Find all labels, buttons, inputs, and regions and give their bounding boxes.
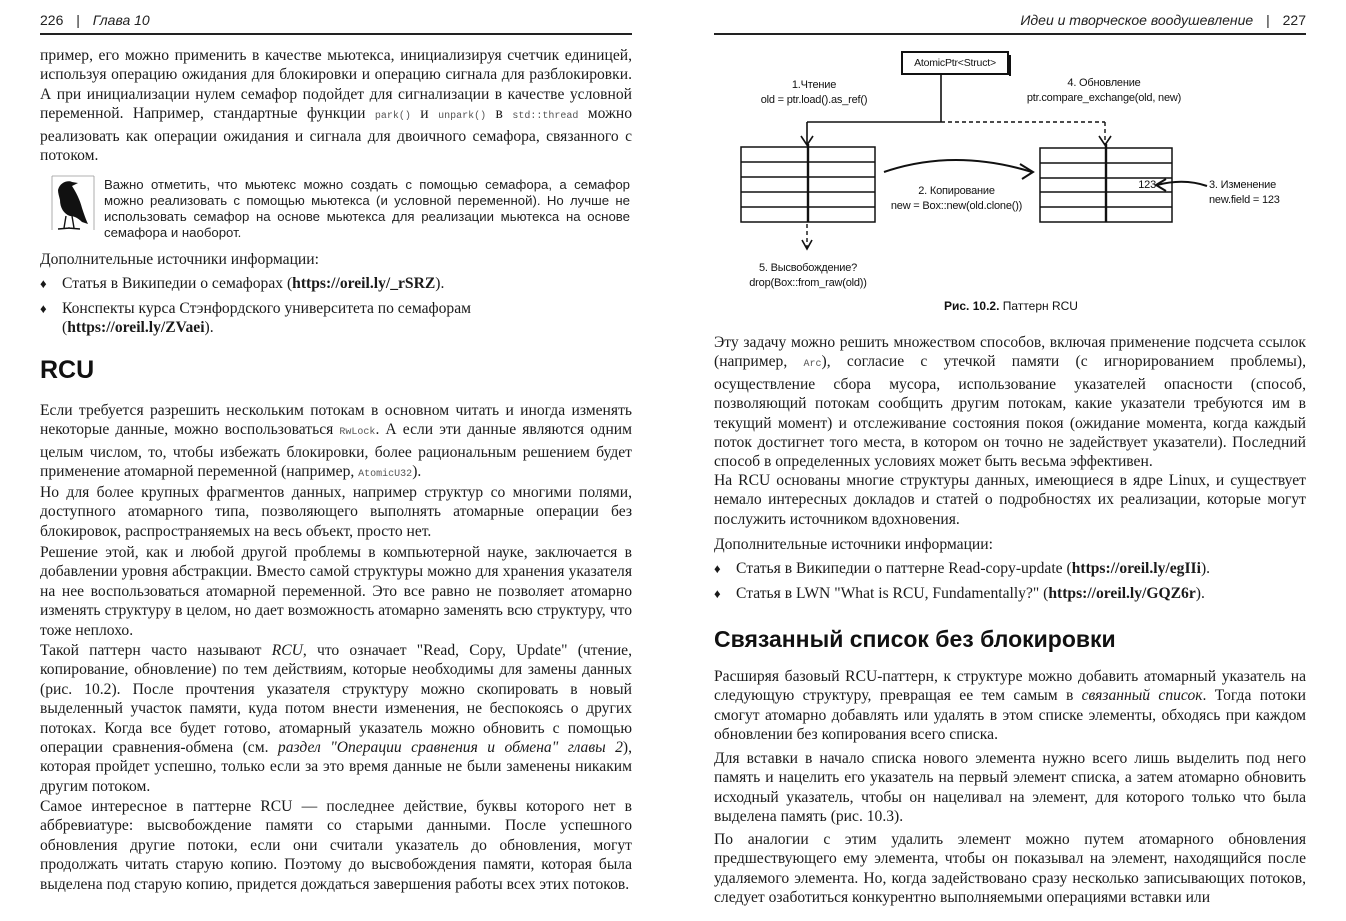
resources-heading: Дополнительные источники информации: (714, 536, 993, 553)
step-code: new.field = 123 (1209, 194, 1280, 206)
resource-link[interactable]: https://oreil.ly/egIIi (1071, 560, 1201, 577)
right-paragraph-4: Для вставки в начало списка нового элемента нужно всего лишь выделить под него память и нацелить его указатель на первый элемент списка, а затем атомарно обновить исходный указатель, чтобы он нацеливал на элемент, для которого только что была выделена память (рис. 10.3). (714, 750, 1306, 826)
atomic-ptr-box: AtomicPtr<Struct> (914, 57, 996, 69)
text-run: и (410, 105, 439, 123)
resource-item (40, 299, 632, 339)
resource-item (714, 559, 1306, 579)
resources-heading: Дополнительные источники информации: (40, 251, 319, 268)
emphasis: RCU (271, 642, 303, 659)
right-paragraph-2: На RCU основаны многие структуры данных, имеющиеся в ядре Linux, и существует немало интересных докладов и статей о подробностях их реализации, которые могут послужить источником вдохновения. (714, 472, 1306, 528)
resource-item (714, 584, 1306, 604)
step-title: 2. Копирование (918, 185, 995, 197)
text-run: , что означает "Read, Copy, Update" (чтение, копирование, обновление) по тем действиям, которые необходимы для замены данных (рис. 10.2). После прочтения указателя структуру можно скопировать в новый выделенный участок памяти, куда потом внести изменения, не беспокоясь о других потоках. Когда все будет готово, атомарный указатель можно обновить с помощью операции сравнения-обмена (см. (40, 642, 632, 757)
caption-text: Паттерн RCU (999, 299, 1078, 313)
step-5-release (744, 261, 872, 291)
text-run: в (486, 105, 513, 123)
right-paragraph-3 (714, 667, 1306, 745)
code-arc: Arc (803, 359, 822, 371)
section-title-rcu: RCU (40, 356, 95, 384)
diamond-bullet-icon: ♦ (714, 586, 721, 601)
code-rwlock: RwLock (339, 427, 376, 439)
text-run: Расширяя базовый RCU-паттерн, к структуре можно добавить атомарный указатель на следующую структуру, превращая ее тем самым в (714, 668, 1306, 705)
rcu-paragraph-2: Но для более крупных фрагментов данных, например структур со многими полями, доступного атомарного типа, позволяющего выполнять атомарные операции без блокировок, распространяемых на весь объект, просто нет. (40, 484, 632, 540)
resource-text: Статья в Википедии о семафорах ( (62, 275, 293, 292)
rcu-paragraph-1 (40, 401, 632, 485)
text-run: . А если эти данные являются одним целым числом, то, чтобы избежать блокировки, более рациональным решением будет применение атомарной переменной (например, (40, 421, 632, 481)
figure-rcu-diagram (714, 40, 1306, 320)
step-code: ptr.compare_exchange(old, new) (1026, 92, 1182, 104)
note-text: Важно отметить, что мьютекс можно создать с помощью семафора, а семафор можно реализовать с помощью мьютекса (и условной переменной). Но лучше не использовать семафор на основе мьютекса для реализации мьютекса на основе семафора и наоборот. (104, 177, 630, 240)
resource-suffix: ). (1200, 560, 1211, 577)
step-4-update (1014, 76, 1194, 106)
text-run: Эту задачу можно решить множеством способов, включая применение подсчета ссылок (например, (714, 334, 1306, 371)
code-park: park() (374, 111, 411, 123)
caption-label: Рис. 10.2. (944, 299, 1000, 313)
text-run: ), согласие с утечкой памяти (с игнорированием проблемы), осуществление сбора мусора, использование указателей опасности (способ, позволяющий потокам сообщить другим потокам, какие указатели требуются им в текущий момент) и отслеживание состояния покоя (ожидание момента, когда каждый поток достигнет того места, в котором он точно не задействует указатели). Последний способ в определенных условиях может быть весьма эффективен. (714, 353, 1307, 471)
resource-link[interactable]: https://oreil.ly/_rSRZ (292, 275, 436, 292)
text-run: ), которая пройдет успешно, только если за это время данные не были заменены никаким другим потоком. (40, 739, 632, 795)
rcu-paragraph-3: Решение этой, как и любой другой проблемы в компьютерной науке, заключается в добавлении уровня абстракции. Вместо самой структуры можно для хранения указателя на нее воспользоваться атомарной переменной. Это все равно не позволяет атомарно изменять структуру в целом, но дает возможность атомарно заменять всю структуру, что тоже неплохо. (40, 544, 632, 639)
right-paragraph-1 (714, 333, 1306, 472)
resource-text: Статья в Википедии о паттерне Read-copy-update ( (736, 560, 1072, 577)
step-title: 5. Высвобождение? (758, 262, 858, 274)
figure-caption (944, 299, 1078, 313)
text-run: можно реализовать как операции ожидания и сигнала для двоичного семафора, связанного с потоком. (40, 105, 632, 165)
left-running-head (40, 12, 150, 28)
rcu-paragraph-4 (40, 641, 632, 796)
step-2-copy (884, 184, 1029, 214)
step-title: 1.Чтение (791, 79, 837, 91)
cross-reference: раздел "Операции сравнения и обмена" главы 2 (277, 739, 623, 757)
section-title-lockfree-list: Связанный список без блокировки (714, 626, 1116, 652)
header-rule (40, 33, 632, 35)
diamond-bullet-icon: ♦ (40, 301, 47, 316)
emphasis: связанный список (1081, 687, 1203, 705)
text-run: Если требуется разрешить нескольким потокам в основном читать и иногда изменять некоторые данные, можно воспользоваться (40, 402, 632, 439)
chapter-title: Глава 10 (92, 12, 150, 28)
step-code: new = Box::new(old.clone()) (890, 200, 1023, 212)
text-run: . Тогда потоки смогут атомарно добавлять или удалять в этом списке элементы, обходясь при каждом обновлении без копирования всего списка. (714, 687, 1306, 744)
step-1-read (744, 78, 884, 108)
resource-text: ( (62, 319, 68, 337)
resource-suffix: ). (1195, 585, 1205, 602)
raven-icon (48, 174, 96, 234)
page-number: 227 (1282, 12, 1306, 28)
step-code: old = ptr.load().as_ref() (760, 94, 868, 106)
page-number: 226 (40, 12, 64, 28)
code-std-thread: std::thread (512, 111, 579, 123)
diamond-bullet-icon: ♦ (714, 561, 721, 576)
header-separator: | (1266, 12, 1270, 28)
header-rule (714, 33, 1306, 35)
resource-item (40, 274, 632, 294)
right-paragraph-5: По аналогии с этим удалить элемент можно путем атомарного обновления предшествующего ему элемента, чтобы он показывал на элемент, находящийся после удаляемого элемента. Но, когда задействовано сразу несколько записывающих потоков, следует озаботиться конкурентно выполняемыми операциями вставки или (714, 831, 1306, 907)
chapter-title: Идеи и творческое воодушевление (1020, 12, 1254, 28)
code-atomicu32: AtomicU32 (358, 469, 413, 481)
step-code: drop(Box::from_raw(old)) (749, 277, 867, 289)
step-title: 3. Изменение (1209, 179, 1276, 191)
resource-text: Конспекты курса Стэнфордского университета по семафорам (62, 300, 472, 317)
text-run: пример, его можно применить в качестве мьютекса, инициализируя счетчик единицей, используя операцию ожидания для блокировки и операцию сигнала для разблокировки. А при инициализации нулем семафор подойдет для сигнализации в качестве условной переменной. Например, стандартные функции (40, 47, 632, 123)
code-unpark: unpark() (438, 111, 487, 123)
resource-suffix: ). (204, 319, 214, 337)
header-separator: | (76, 12, 80, 28)
step-title: 4. Обновление (1067, 77, 1141, 89)
modified-field-value: 123 (1138, 179, 1156, 191)
diamond-bullet-icon: ♦ (40, 276, 47, 291)
resource-link[interactable]: https://oreil.ly/GQZ6r (1048, 585, 1196, 602)
resource-suffix: ). (435, 275, 445, 292)
resource-text: Статья в LWN "What is RCU, Fundamentally?" ( (736, 585, 1049, 602)
resource-link[interactable]: https://oreil.ly/ZVaei (67, 319, 205, 337)
step-3-modify (1209, 178, 1289, 208)
rcu-paragraph-5: Самое интересное в паттерне RCU — последнее действие, буквы которого нет в аббревиатуре: высвобождение памяти со старыми данными. После успешного обновления другие потоки, если они считали указатель до обновления, могут продолжать читать старую копию. Поэтому до высвобождения памяти, которая была выделена под старую копию, придется дождаться завершения работы всех этих потоков. (40, 798, 632, 893)
text-run: Такой паттерн часто называют (40, 642, 272, 659)
text-run: ). (412, 463, 422, 481)
right-running-head (714, 12, 1306, 28)
intro-paragraph (40, 46, 632, 165)
